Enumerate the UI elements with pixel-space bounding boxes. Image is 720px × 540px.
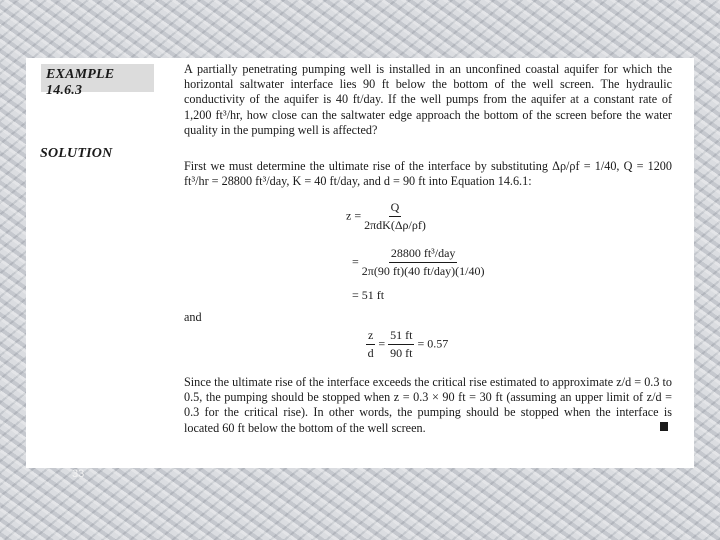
document-page [26,58,694,468]
solution-label: SOLUTION [40,146,113,161]
equation-ratio [366,328,448,361]
equation-denominator: 2πdK(Δρ/ρf) [364,218,426,232]
page-number: 33 [72,468,85,480]
equation-lhs: = [352,254,359,269]
ratio-lhs-denominator: d [367,346,374,360]
conclusion: Since the ultimate rise of the interface exceeds the critical rise estimated to approximate z/d = 0.3 to 0.5, the pumping should be stopped when z = 0.3 × 90 ft = 30 ft (assuming an upper limit of z/d = 0.3 for the critical rise). In other words, the pumping should be stopped when the interface is located 60 ft below the bottom of the well screen. [184,375,672,435]
equation-denominator: 2π(90 ft)(40 ft/day)(1/40) [361,264,485,278]
equation-substitution [352,246,484,279]
solution-intro: First we must determine the ultimate rise of the interface by substituting Δρ/ρf = 1/40, Q = 1200 ft³/hr = 28800 ft³/day, K = 40 ft/day, and d = 90 ft into Equation 14.6.1: [184,159,672,189]
ratio-lhs-numerator: z [366,328,375,345]
equation-fraction [362,246,485,279]
ratio-lhs-fraction [366,328,375,361]
ratio-numerator: 51 ft [388,328,414,345]
problem-statement: A partially penetrating pumping well is installed in an unconfined coastal aquifer for which the horizontal saltwater interface lies 90 ft below the bottom of the well screen. The hydraulic conductivity of the aquifer is 40 ft/day. If the well pumps from the aquifer at a constant rate of 1,200 ft³/hr, how close can the saltwater edge approach the bottom of the screen before the water quality in the pumping well is affected? [184,62,672,137]
equation-lhs: z = [346,208,362,223]
ratio-denominator: 90 ft [390,346,413,360]
equation-numerator: Q [389,200,402,217]
ratio-fraction [388,328,414,361]
and-text: and [184,310,202,324]
example-label: EXAMPLE 14.6.3 [41,64,154,92]
ratio-result: = 0.57 [417,336,449,351]
equation-fraction [364,200,426,233]
equation-rise-formula [346,200,426,233]
end-of-example-mark [660,422,668,431]
equation-numerator: 28800 ft³/day [389,246,458,263]
ratio-equals: = [378,336,386,351]
equation-result: = 51 ft [352,288,385,302]
